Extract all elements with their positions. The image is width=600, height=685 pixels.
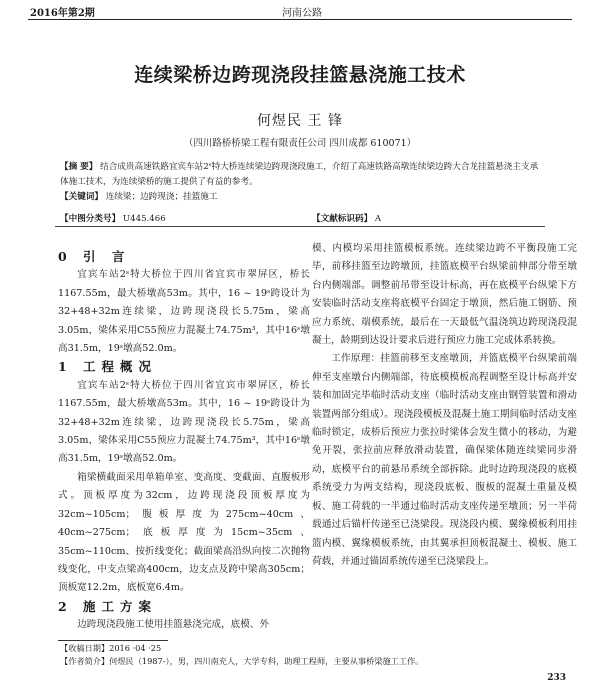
abstract-summary	[60, 160, 545, 190]
section-0-title: 0 引 言	[58, 249, 131, 264]
header-rule	[28, 19, 572, 20]
affiliation: （四川路桥桥梁工程有限责任公司 四川成都 610071）	[183, 138, 417, 149]
section-1-para-1: 宜宾车站2ˢ特大桥位于四川省宜宾市翠屏区，桥长1167.55m，最大桥墩高53m。其中，16 ~ 19ˢ跨设计为32+48+32m连续梁，边跨现浇段长5.75m，梁高3.05m，梁体采用C55预应力混凝土74.75m³，其中16ˢ墩高31.5m，19ˢ墩高52.0m。	[58, 379, 310, 465]
right-column	[312, 240, 577, 571]
clc-value: U445.466	[122, 214, 166, 224]
doc-code-row	[312, 212, 381, 224]
authors: 何煜民 王 锋	[257, 113, 343, 129]
right-para-2: 工作原理：挂篮前移至支座墩顶，并篮底模平台纵梁前端伸至支座墩台内侧端部，待底模模板高程调整至设计标高并安装和加固完毕临时活动支座（临时活动支座由钢管装置和滑动装置两部分组成）。现浇段模板及混凝土施工期间临时活动支座临时锁定，成桥后预应力张拉时梁体会发生微小的移动，为避免开裂，张拉前应释放滑动装置，确保梁体随连续梁同步滑动，底模平台的前悬吊系统全部拆除。此时边跨现浇段的底模系统受力为两支结构，现浇段底板、腹板的混凝土重量及模板、施工荷载的一半通过临时活动支座传递至墩顶；另一半荷载通过后锚杆传递至已浇梁段。现浇段内模、翼缘模板利用挂篮内模、翼缘模板系统，由其翼承担顶板混凝土、模板、施工荷载，并通过锚固系统传递至已浇梁段上。	[312, 353, 577, 567]
right-para-1: 模、内模均采用挂篮模板系统。连续梁边跨不平衡段施工完毕，前移挂篮至边跨墩顶，挂篮底模平台纵梁前伸部分带至墩台内侧端部。调整前吊带至设计标高，再在底模平台纵梁下方安装临时活动支座将底模平台固定于墩顶，然后施工钢筋、预应力系统、端模系统，最后在一天最低气温浇筑边跨现浇段混凝土，龄期到达设计要求后进行预应力施工完成体系转换。	[312, 243, 577, 347]
page-number: 233	[547, 673, 566, 683]
section-2-title: 2 施工方案	[58, 598, 158, 614]
author-bio: 【作者简介】何煜民（1987-），男，四川南充人，大学专科，助理工程师，主要从事桥梁施工工作。	[60, 656, 424, 666]
keywords-label: 【关键词】	[60, 192, 103, 202]
article-title: 连续梁桥边跨现浇段挂篮悬浇施工技术	[134, 64, 466, 86]
abstract-label: 【摘 要】	[60, 162, 98, 172]
journal-name: 河南公路	[282, 8, 322, 19]
section-0-body: 宜宾车站2ˢ特大桥位于四川省宜宾市翠屏区，桥长1167.55m，最大桥墩高53m。其中，16 ~ 19ˢ跨设计为32+48+32m连续梁，边跨现浇段长5.75m，梁高3.05m，梁体采用C55预应力混凝土74.75m³，其中16ˢ墩高31.5m，19ˢ墩高52.0m。	[58, 269, 310, 355]
footnotes	[60, 642, 580, 668]
clc-label: 【中图分类号】	[60, 214, 121, 224]
section-1-para-2: 箱梁横截面采用单箱单室、变高度、变截面、直腹板形式。顶板厚度为32cm，边跨现浇段顶板厚度为32cm~105cm；腹板厚度为275cm~40cm、40cm~275cm；底板厚度为15cm~35cm、35cm~110cm、按折线变化；截面梁高沿纵向按二次抛物线变化，中支点梁高400cm，边支点及跨中梁高305cm；顶板宽12.2m，底板宽6.4m。	[58, 471, 310, 594]
keywords-text: 连续梁；边跨现浇；挂篮施工	[105, 192, 218, 202]
keywords-row	[60, 190, 545, 205]
running-header	[0, 0, 600, 22]
footnote-rule	[58, 640, 168, 641]
clc-row	[60, 212, 166, 224]
issue-label: 2016年第2期	[30, 8, 95, 19]
doc-code-value: A	[374, 214, 382, 224]
abstract-block	[60, 160, 545, 205]
abstract-text: 结合成贵高速铁路宜宾车站2ˢ特大桥连续梁边跨现浇段施工，介绍了高速铁路高墩连续梁边跨大合龙挂篮悬浇主支承体施工技术，为连续梁桥的施工提供了有益的参考。	[60, 162, 539, 187]
left-column	[58, 248, 310, 635]
section-1-title: 1 工程概况	[58, 359, 158, 375]
abstract-rule	[55, 226, 545, 227]
doc-code-label: 【文献标识码】	[312, 214, 373, 224]
section-2-para-1: 边跨现浇段施工使用挂篮悬浇完成，底模、外	[77, 619, 270, 631]
received-date: 【收稿日期】2016 ·04 ·25	[60, 643, 162, 653]
